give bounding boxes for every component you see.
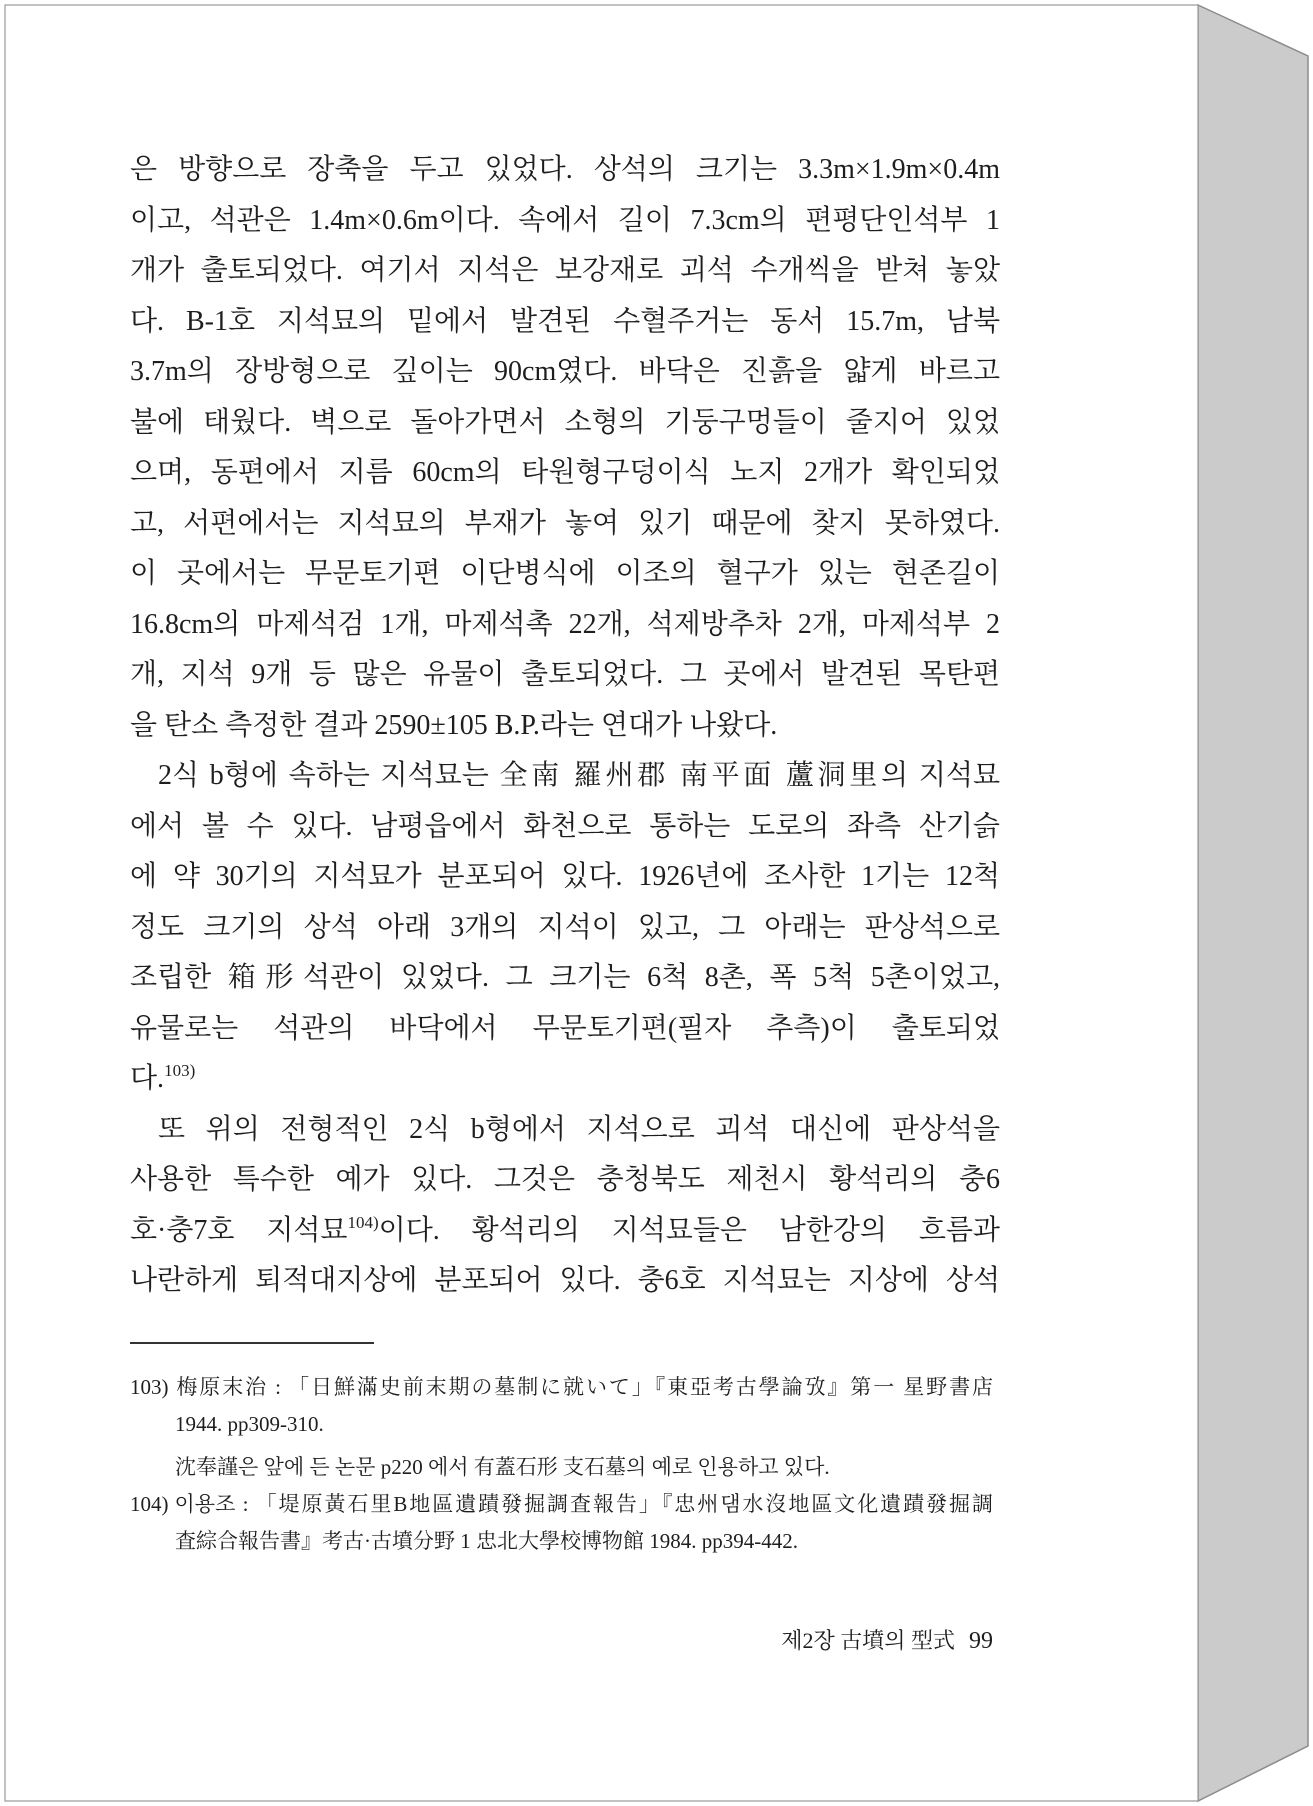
text-line: 은 방향으로 장축을 두고 있었다. 상석의 크기는 3.3m×1.9m×0.4m <box>130 154 1000 185</box>
line-text-before-ref: 호·충7호 지석묘 <box>130 1214 348 1246</box>
footnote-line: 査綜合報告書』考古·古墳分野 1 忠北大學校博物館 1984. pp394-442. <box>175 1529 798 1553</box>
page-footer <box>781 1624 993 1658</box>
text-line: 다. B-1호 지석묘의 밑에서 발견된 수혈주거는 동서 15.7m, 남북 <box>130 305 1000 337</box>
footnote-separator-rule <box>130 1342 374 1344</box>
text-line: 개가 출토되었다. 여기서 지석은 보강재로 괴석 수개씩을 받쳐 놓았 <box>130 255 1000 286</box>
book-thickness-edge <box>1198 5 1308 1801</box>
text-line <box>130 1054 1000 1105</box>
footnote-marker: 103) <box>130 1375 169 1399</box>
text-line: 불에 태웠다. 벽으로 돌아가면서 소형의 기둥구멍들이 줄지어 있었 <box>130 406 1000 438</box>
text-line: 또 위의 전형적인 2식 b형에서 지석으로 괴석 대신에 판상석을 <box>158 1113 1000 1145</box>
text-line: 2식 b형에 속하는 지석묘는 全南 羅州郡 南平面 蘆洞里의 지석묘 <box>158 760 1000 791</box>
footnote-line <box>130 1486 993 1523</box>
text-line: 을 탄소 측정한 결과 2590±105 B.P.라는 연대가 나왔다. <box>130 709 778 741</box>
footnote-104 <box>130 1486 993 1560</box>
body-text <box>130 145 1000 1307</box>
paragraph-1 <box>130 145 1000 751</box>
footnote-line <box>130 1369 993 1406</box>
running-head: 제2장 古墳의 型式 <box>781 1628 955 1653</box>
text-line: 개, 지석 9개 등 많은 유물이 출토되었다. 그 곳에서 발견된 목탄편 <box>130 659 1000 690</box>
page-number: 99 <box>969 1628 993 1654</box>
paragraph-3 <box>130 1105 1000 1307</box>
text-line: 에서 볼 수 있다. 남평읍에서 화천으로 통하는 도로의 좌측 산기슭 <box>130 810 1000 842</box>
footnote-103 <box>130 1369 993 1486</box>
text-line: 이고, 석관은 1.4m×0.6m이다. 속에서 길이 7.3cm의 편평단인석부 1 <box>130 204 1000 236</box>
text-line: 3.7m의 장방형으로 깊이는 90cm였다. 바닥은 진흙을 얇게 바르고 <box>130 356 1000 387</box>
text-line: 16.8cm의 마제석검 1개, 마제석촉 22개, 석제방추차 2개, 마제석부 2 <box>130 608 1000 640</box>
footnotes <box>130 1342 993 1560</box>
line-text-after-ref: 이다. 황석리의 지석묘들은 남한강의 흐름과 <box>378 1214 1000 1246</box>
footnote-line: 1944. pp309-310. <box>175 1412 324 1436</box>
footnote-text: 梅原末治 : 「日鮮滿史前末期の墓制に就いて」『東亞考古學論攷』第一 星野書店 <box>174 1375 993 1399</box>
text-line: 에 약 30기의 지석묘가 분포되어 있다. 1926년에 조사한 1기는 12척 <box>130 861 1000 892</box>
text-line <box>130 1206 1000 1257</box>
footnote-reference-103: 103) <box>164 1061 196 1080</box>
text-line: 이 곳에서는 무문토기편 이단병식에 이조의 혈구가 있는 현존길이 <box>130 558 1000 589</box>
footnote-reference-104: 104) <box>347 1212 379 1232</box>
text-line: 나란하게 퇴적대지상에 분포되어 있다. 충6호 지석묘는 지상에 상석 <box>130 1265 1000 1296</box>
text-line: 조립한 箱形석관이 있었다. 그 크기는 6척 8촌, 폭 5척 5촌이었고, <box>130 962 1000 993</box>
footnote-remark: 沈奉謹은 앞에 든 논문 p220 에서 有蓋石形 支石墓의 예로 인용하고 있다. <box>175 1455 830 1479</box>
paragraph-2 <box>130 751 1000 1105</box>
text-line: 고, 서편에서는 지석묘의 부재가 놓여 있기 때문에 찾지 못하였다. <box>130 507 1000 539</box>
footnote-text: 이용조 : 「堤原黃石里B地區遺蹟發掘調査報告」『忠州댐水沒地區文化遺蹟發掘調 <box>174 1492 993 1516</box>
text-line: 정도 크기의 상석 아래 3개의 지석이 있고, 그 아래는 판상석으로 <box>130 911 1000 943</box>
text-line: 유물로는 석관의 바닥에서 무문토기편(필자 추측)이 출토되었 <box>130 1012 1000 1044</box>
line-text: 다. <box>130 1063 165 1094</box>
text-line: 사용한 특수한 예가 있다. 그것은 충청북도 제천시 황석리의 충6 <box>130 1164 1000 1195</box>
text-line: 으며, 동편에서 지름 60cm의 타원형구덩이식 노지 2개가 확인되었 <box>130 457 1000 488</box>
footnote-marker: 104) <box>130 1492 169 1516</box>
